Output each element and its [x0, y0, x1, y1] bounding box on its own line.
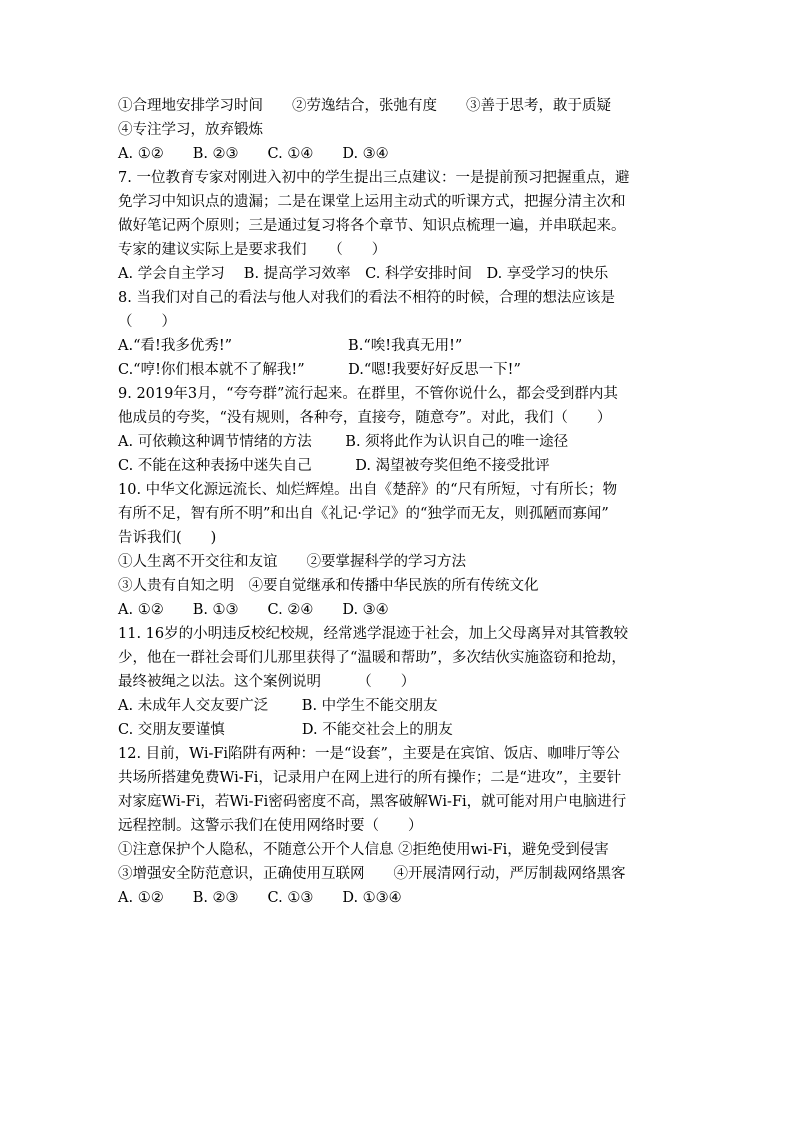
q9-stem-line-1: 9. 2019年3月，“夸夸群”流行起来。在群里，不管你说什么，都会受到群内其: [118, 386, 618, 402]
q11-options-cd: C. 交朋友要谨慎 D. 不能交社会上的朋友: [118, 722, 453, 738]
q12-stem-line-1: 12. 目前，Wi-Fi陷阱有两种：一是“设套”，主要是在宾馆、饭店、咖啡厅等公: [118, 746, 620, 762]
q10-stem-line-2: 有所不足，智有所不明”和出自《礼记·学记》的“独学而无友，则孤陋而寡闻”: [118, 506, 609, 522]
q10-statements-line-1: ①人生离不开交往和友谊 ②要掌握科学的学习方法: [118, 554, 466, 570]
q10-statements-line-2: ③人贵有自知之明 ④要自觉继承和传播中华民族的所有传统文化: [118, 578, 539, 594]
q9-options-cd: C. 不能在这种表扬中迷失自己 D. 渴望被夸奖但绝不接受批评: [118, 458, 550, 474]
q12-statements-line-2: ③增强安全防范意识，正确使用互联网 ④开展清网行动，严厉制裁网络黑客: [118, 866, 626, 882]
q7-stem-line-2: 免学习中知识点的遗漏；二是在课堂上运用主动式的听课方式，把握分清主次和: [118, 194, 626, 210]
q7-stem-line-1: 7. 一位教育专家对刚进入初中的学生提出三点建议：一是提前预习把握重点，避: [118, 170, 630, 186]
q7-stem-line-3: 做好笔记两个原则；三是通过复习将各个章节、知识点梳理一遍，并串联起来。: [118, 218, 626, 234]
q8-stem-line-1: 8. 当我们对自己的看法与他人对我们的看法不相符的时候，合理的想法应该是: [118, 290, 615, 306]
q12-stem-line-2: 共场所搭建免费Wi-Fi，记录用户在网上进行的所有操作；二是“进攻”，主要针: [118, 770, 622, 786]
q6-statements-line-2: ④专注学习，放弃锻炼: [118, 122, 263, 138]
q10-stem-line-3: 告诉我们( ): [118, 530, 217, 546]
q11-stem-line-2: 少，他在一群社会哥们儿那里获得了“温暖和帮助”，多次结伙实施盗窃和抢劫，: [118, 650, 626, 666]
q11-options-ab: A. 未成年人交友要广泛 B. 中学生不能交朋友: [118, 698, 438, 714]
q12-stem-line-4: 远程控制。这警示我们在使用网络时要（ ）: [118, 818, 423, 834]
q8-options-ab: A.“看!我多优秀!” B.“唉!我真无用!”: [118, 338, 463, 354]
q12-options: A. ①② B. ②③ C. ①③ D. ①③④: [118, 890, 402, 906]
q7-stem-line-4: 专家的建议实际上是要求我们 （ ）: [118, 242, 387, 258]
q8-stem-line-2: （ ）: [118, 314, 176, 330]
q9-options-ab: A. 可依赖这种调节情绪的方法 B. 须将此作为认识自己的唯一途径: [118, 434, 569, 450]
q7-options: A. 学会自主学习 B. 提高学习效率 C. 科学安排时间 D. 享受学习的快乐: [118, 266, 609, 282]
q12-stem-line-3: 对家庭Wi-Fi，若Wi-Fi密码密度不高，黑客破解Wi-Fi，就可能对用户电脑进行: [118, 794, 627, 810]
q10-options: A. ①② B. ①③ C. ②④ D. ③④: [118, 602, 389, 618]
q6-statements-line-1: ①合理地安排学习时间 ②劳逸结合，张弛有度 ③善于思考，敢于质疑: [118, 98, 611, 114]
q6-options: A. ①② B. ②③ C. ①④ D. ③④: [118, 146, 389, 162]
q12-statements-line-1: ①注意保护个人隐私，不随意公开个人信息 ②拒绝使用wi-Fi，避免受到侵害: [118, 842, 609, 858]
q11-stem-line-1: 11. 16岁的小明违反校纪校规，经常逃学混迹于社会，加上父母离异对其管教较: [118, 626, 629, 642]
q8-options-cd: C.“哼!你们根本就不了解我!” D.“嗯!我要好好反思一下!”: [118, 362, 521, 378]
q10-stem-line-1: 10. 中华文化源远流长、灿烂辉煌。出自《楚辞》的“尺有所短，寸有所长；物: [118, 482, 618, 498]
q9-stem-line-2: 他成员的夸奖，“没有规则，各种夸，直接夸，随意夸”。对此，我们（ ）: [118, 410, 612, 426]
q11-stem-line-3: 最终被绳之以法。这个案例说明 （ ）: [118, 674, 416, 690]
